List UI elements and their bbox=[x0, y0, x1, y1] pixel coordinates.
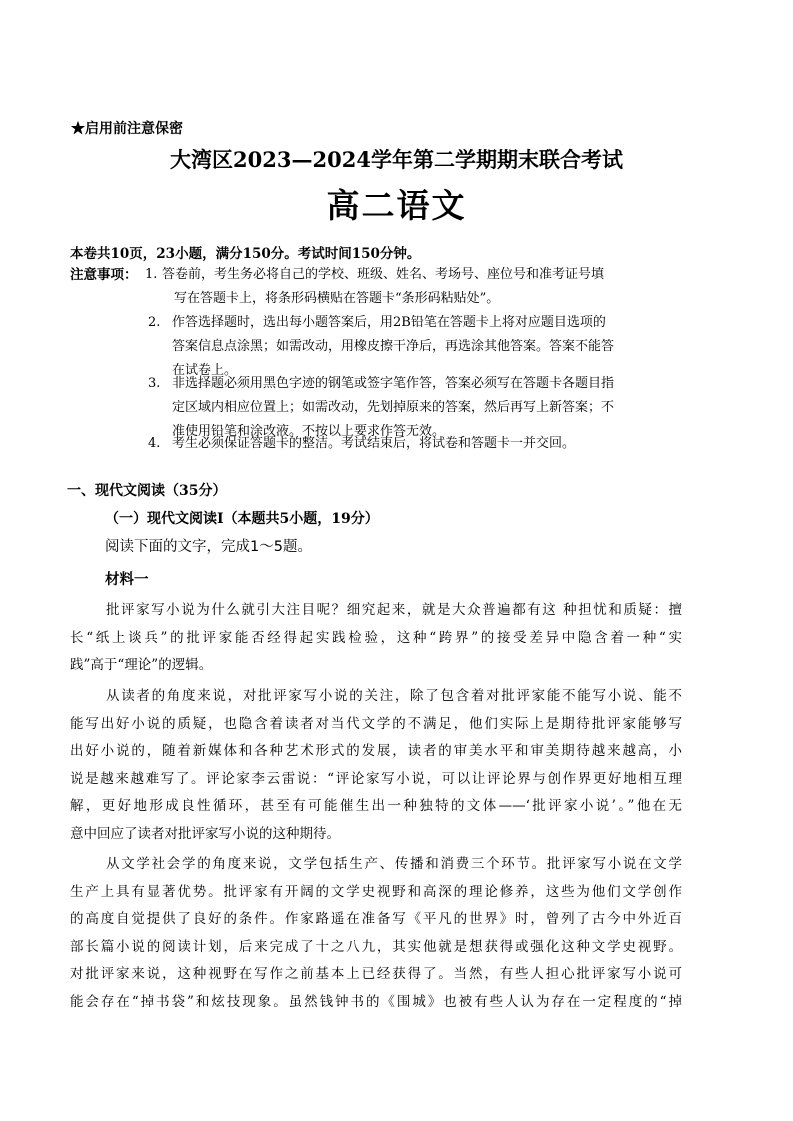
passage-line: 生产上具有显著优势。批评家有开阔的文学史视野和高深的理论修养，这些为他们文学创作 bbox=[70, 883, 682, 900]
notice-item-line: 答案信息点涂黑；如需改动，用橡皮擦干净后，再选涂其他答案。答案不能答 bbox=[172, 339, 615, 354]
notice-item-line: 作答选择题时，选出每小题答案后，用2B铅笔在答题卡上将对应题目选项的 bbox=[172, 315, 606, 330]
passage-line: 长“纸上谈兵”的批评家能否经得起实践检验，这种“跨界”的接受差异中隐含着一种“实 bbox=[70, 629, 682, 646]
passage-line: 对批评家来说，这种视野在写作之前基本上已经获得了。当然，有些人担心批评家写小说可 bbox=[70, 966, 682, 983]
passage-line: 的高度自觉提供了良好的条件。作家路遥在准备写《平凡的世界》时，曾列了古今中外近百 bbox=[70, 911, 682, 928]
passage-line: 从读者的角度来说，对批评家写小说的关注，除了包含着对批评家能不能写小说、能不 bbox=[106, 688, 682, 704]
subject-title: 高二语文 bbox=[326, 186, 467, 225]
passage-line: 践”高于“理论”的逻辑。 bbox=[70, 657, 213, 674]
notice-item-line: 在试卷上。 bbox=[172, 363, 238, 378]
passage-line: 部长篇小说的阅读计划，后来完成了十之八九，其实他就是想获得或强化这种文学史视野。 bbox=[70, 938, 682, 955]
reading-instruction: 阅读下面的文字，完成1～5题。 bbox=[105, 539, 312, 555]
passage-paragraph bbox=[70, 597, 682, 680]
passage-line: 意中回应了读者对批评家写小说的这种期待。 bbox=[70, 825, 340, 842]
notice-item-line: 写在答题卡上，将条形码横贴在答题卡“条形码粘贴处”。 bbox=[174, 291, 500, 306]
passage-line: 从文学社会学的角度来说，文学包括生产、传播和消费三个环节。批评家写小说在文学 bbox=[106, 856, 682, 872]
notice-item-line: 答卷前，考生务必将自己的学校、班级、姓名、考场号、座位号和准考证号填 bbox=[162, 267, 605, 282]
notice-item-number: 3. bbox=[148, 376, 161, 391]
notice-item-line: 准使用铅笔和涂改液。不按以上要求作答无效。 bbox=[172, 424, 446, 439]
notice-item-line: 考生必须保证答题卡的整洁。考试结束后，将试卷和答题卡一并交回。 bbox=[172, 436, 576, 451]
confidential-notice: ★启用前注意保密 bbox=[71, 121, 183, 137]
material-heading: 材料一 bbox=[105, 572, 149, 588]
paper-summary: 本卷共10页，23小题，满分150分。考试时间150分钟。 bbox=[70, 246, 421, 262]
exam-title: 大湾区2023—2024学年第二学期期末联合考试 bbox=[170, 147, 623, 172]
passage-line: 批评家写小说为什么就引大注目呢？细究起来，就是大众普遍都有这 种担忧和质疑：擅 bbox=[106, 602, 682, 618]
passage-line: 解，更好地形成良性循环，甚至有可能催生出一种独特的文体——‘批评家小说’。”他在无 bbox=[70, 798, 682, 815]
subsection-title: （一）现代文阅读Ⅰ（本题共5小题，19分） bbox=[105, 511, 379, 527]
notice-item-line: 非选择题必须用黑色字迹的钢笔或签字笔作答，答案必须写在答题卡各题目指 bbox=[172, 376, 615, 391]
passage-line: 能会存在“掉书袋”和炫技现象。虽然钱钟书的《围城》也被有些人认为存在一定程度的“掉 bbox=[70, 993, 682, 1010]
notice-item-number: 1. bbox=[145, 267, 158, 282]
passage-line: 说是越来越难写了。评论家李云雷说：“评论家写小说，可以让评论界与创作界更好地相互理 bbox=[70, 770, 682, 787]
section-title: 一、现代文阅读（35分） bbox=[67, 483, 227, 499]
passage-line: 能写出好小说的质疑，也隐含着读者对当代文学的不满足，他们实际上是期待批评家能够写 bbox=[70, 715, 682, 732]
notice-item-number: 2. bbox=[148, 315, 161, 330]
notice-label: 注意事项： bbox=[70, 267, 138, 283]
notice-item-line: 定区域内相应位置上；如需改动，先划掉原来的答案，然后再写上新答案；不 bbox=[172, 400, 615, 415]
passage-paragraph bbox=[70, 851, 682, 1017]
passage-paragraph bbox=[70, 683, 682, 849]
notice-item-number: 4. bbox=[148, 436, 161, 451]
passage-line: 出好小说的，随着新媒体和各种艺术形式的发展，读者的审美水平和审美期待越来越高，小 bbox=[70, 743, 682, 760]
